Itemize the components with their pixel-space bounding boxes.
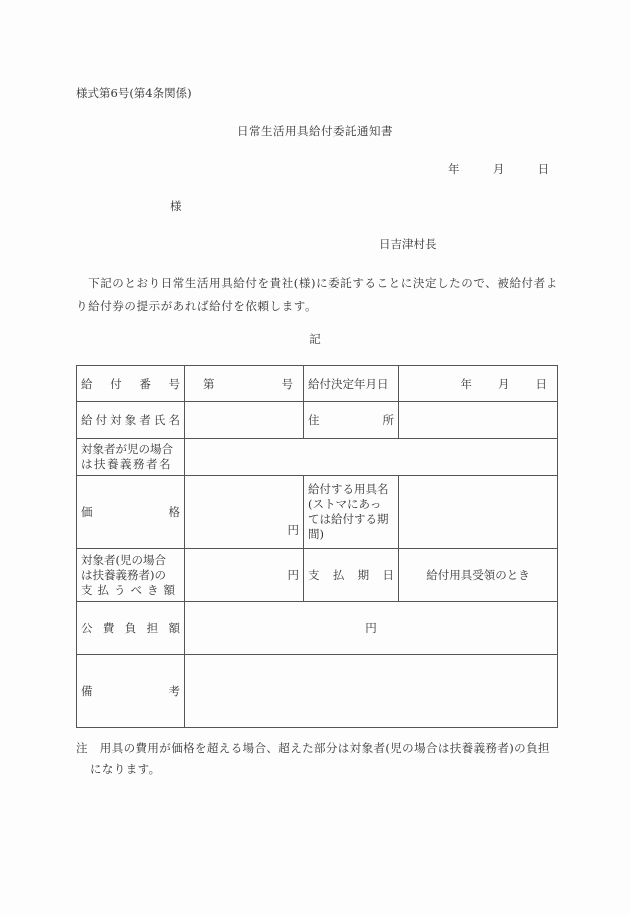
form-number: 様式第6号(第4条関係) [76, 86, 192, 100]
issuer-name: 日吉津村長 [379, 237, 437, 251]
benefit-number-field[interactable]: 第 号 [185, 366, 304, 402]
ki-heading: 記 [309, 332, 321, 346]
address-field[interactable] [399, 402, 558, 439]
copayment-field[interactable]: 円 [185, 549, 304, 602]
remarks-field[interactable] [185, 655, 558, 728]
document-title: 日常生活用具給付委託通知書 [237, 124, 393, 138]
label-payment-date: 支 払 期 日 [304, 549, 399, 602]
label-price: 価 格 [77, 476, 185, 549]
decision-date-field[interactable]: 年 月 日 [399, 366, 558, 402]
issue-date [448, 161, 549, 177]
notification-table [76, 365, 558, 728]
table-row-public-burden [77, 602, 558, 655]
footnote: 注 用具の費用が価格を超える場合、超えた部分は対象者(児の場合は扶養義務者)の負担 になります。 [76, 741, 550, 776]
month-label: 月 [492, 162, 505, 176]
label-public-burden: 公 費 負 担 額 [77, 602, 185, 655]
table-row-benefit-number [77, 366, 558, 402]
item-name-field[interactable] [399, 476, 558, 549]
addressee-suffix: 様 [170, 199, 182, 213]
label-benefit-number: 給 付 番 号 [77, 366, 185, 402]
label-recipient-name: 給 付 対 象 者 氏 名 [77, 402, 185, 439]
label-copayment: 対象者(児の場合 は扶養義務者)の 支払うべき額 [77, 549, 185, 602]
label-guardian-name: 対象者が児の場合 は扶養義務者名 [77, 439, 185, 476]
table-row-remarks [77, 655, 558, 728]
label-decision-date: 給付決定年月日 [304, 366, 399, 402]
table-row-recipient [77, 402, 558, 439]
label-address: 住 所 [304, 402, 399, 439]
table-row-guardian [77, 439, 558, 476]
label-remarks: 備 考 [77, 655, 185, 728]
year-label: 年 [448, 162, 460, 176]
payment-date-value: 給付用具受領のとき [399, 549, 558, 602]
recipient-name-field[interactable] [185, 402, 304, 439]
public-burden-field[interactable]: 円 [185, 602, 558, 655]
label-item-name: 給付する用具名 (ストマにあっ ては給付する期 間) [304, 476, 399, 549]
price-field[interactable]: 円 [185, 476, 304, 549]
day-label: 日 [537, 162, 550, 176]
body-paragraph: 下記のとおり日常生活用具給付を貴社(様)に委託することに決定したので、被給付者より給付券の提示があれば給付を依頼します。 [76, 276, 558, 313]
table-row-price [77, 476, 558, 549]
table-row-copayment [77, 549, 558, 602]
guardian-name-field[interactable] [185, 439, 558, 476]
